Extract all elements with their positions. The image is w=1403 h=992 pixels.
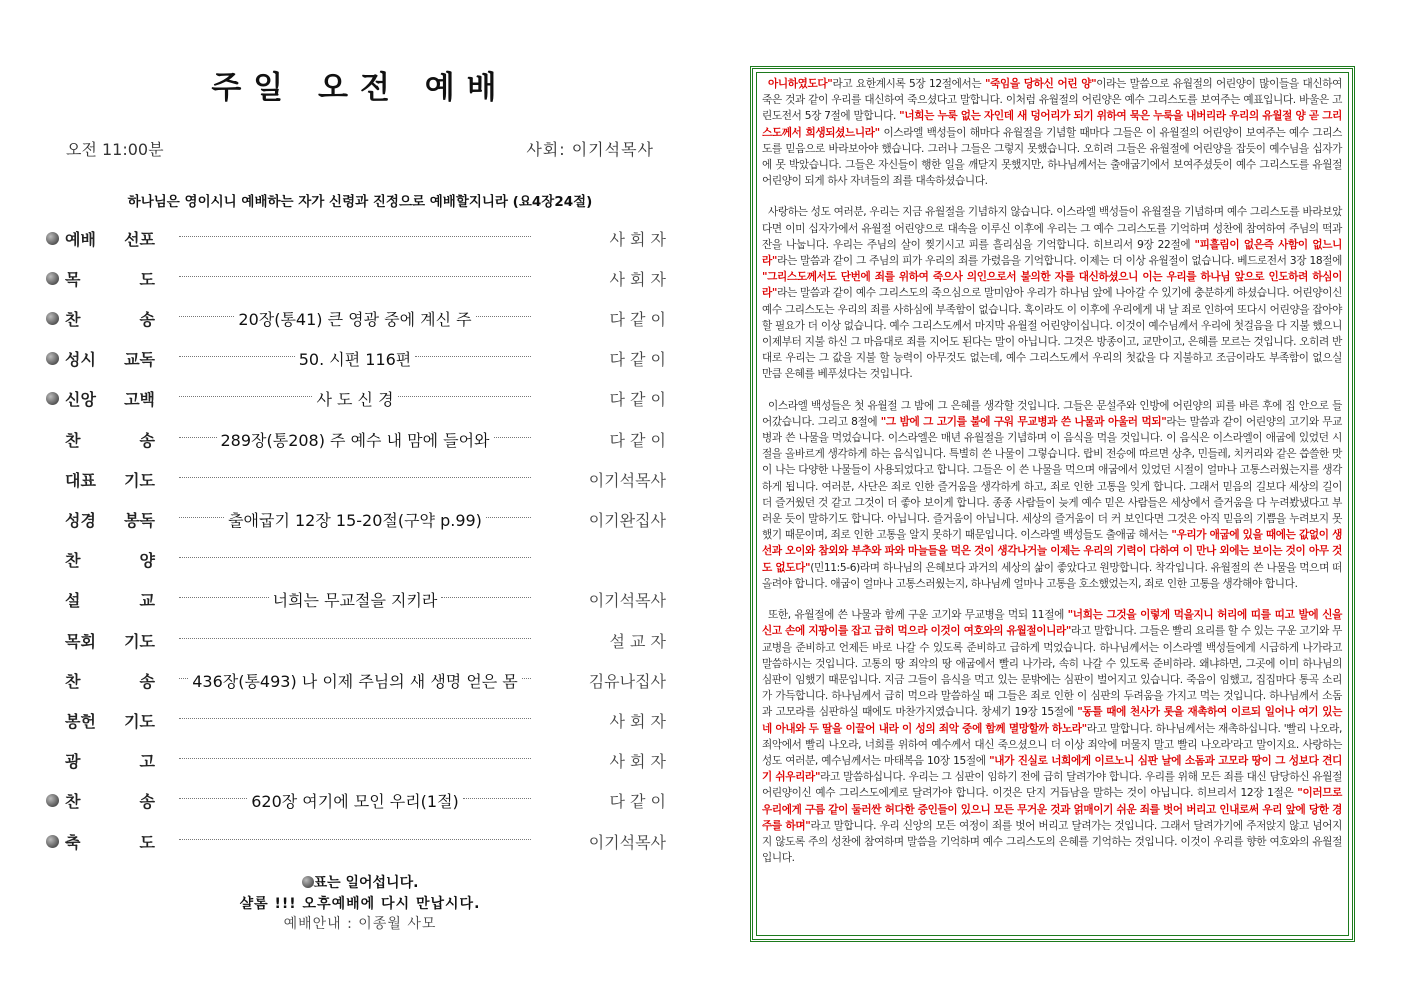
order-row xyxy=(46,343,666,375)
order-item-word: 봉헌 xyxy=(65,711,96,731)
order-item-label xyxy=(65,508,175,531)
order-item-label xyxy=(65,307,175,330)
order-item-word: 도 xyxy=(139,832,155,852)
leader-dots xyxy=(179,678,188,679)
scripture-quote: "이러므로 우리에게 구름 같이 둘러싼 허다한 증인들이 있으니 모든 무거운 것과 얽매이기 쉬운 죄를 벗어 버리고 인내로써 우리 앞에 당한 경주를 하며" xyxy=(762,787,1342,832)
order-item-word: 선포 xyxy=(124,229,155,249)
bulletin-page xyxy=(40,0,680,992)
order-leader: 다 같 이 xyxy=(609,309,666,329)
order-detail-text: 20장(통41) 큰 영광 중에 계신 주 xyxy=(238,309,472,329)
order-leader: 이기석목사 xyxy=(588,832,666,852)
order-item-label xyxy=(65,789,175,812)
order-detail xyxy=(175,720,535,721)
service-time: 오전 11:00분 xyxy=(66,140,164,159)
order-detail xyxy=(175,278,535,279)
worship-guide: 예배안내 : 이종월 사모 xyxy=(283,916,437,932)
order-item-label xyxy=(65,588,175,611)
standing-bullet-icon xyxy=(46,312,59,325)
order-item-word: 찬 xyxy=(65,551,81,571)
order-leader: 사 회 자 xyxy=(609,711,666,731)
leader-dots xyxy=(179,477,531,478)
order-detail xyxy=(175,479,535,480)
order-item-word: 광 xyxy=(65,752,81,772)
scripture-quote: "그리스도께서도 단번에 죄를 위하여 죽으사 의인으로서 불의한 자를 대신하셨으니 이는 우리를 하나님 앞으로 인도하려 하심이라" xyxy=(762,271,1342,300)
order-row xyxy=(46,302,666,334)
leader-dots xyxy=(179,236,531,237)
order-item-label xyxy=(65,669,175,692)
standing-bullet-icon xyxy=(46,352,59,365)
order-row xyxy=(46,383,666,415)
order-item-word: 예배 xyxy=(65,229,96,249)
order-item-label xyxy=(65,267,175,290)
sermon-text-run: 이스라엘 백성들은 첫 유월절 그 밤에 그 은혜를 생각할 것입니다. 그들은 문설주와 인방에 어린양의 피를 바른 후에 집 안으로 들어갔습니다. 그리고 8절에 xyxy=(762,399,1342,428)
order-detail xyxy=(175,428,535,451)
sermon-paragraph xyxy=(762,607,1342,866)
order-item-label xyxy=(65,629,175,652)
sermon-text-run: 라고 말씀하십니다. 우리는 그 심판이 임하기 전에 급히 달려가야 합니다. 우리를 위해 모든 죄를 대신 담당하신 유월절 어린양이신 예수 그리스도에게로 달려가야 합니다. 이것은 단지 거듭남을 말하는 것이 아닙니다. 히브리서 12장 1절은 xyxy=(762,771,1342,800)
leader-dots xyxy=(179,638,531,639)
order-item-label xyxy=(65,749,175,772)
order-detail xyxy=(175,238,535,239)
leader-dots xyxy=(486,517,531,518)
order-item-word: 송 xyxy=(139,430,155,450)
leader-dots xyxy=(179,356,295,357)
order-row xyxy=(46,745,666,777)
sermon-panel xyxy=(750,66,1355,942)
presider: 사회: 이기석목사 xyxy=(526,140,654,159)
standing-bullet-icon xyxy=(46,272,59,285)
order-item-label xyxy=(65,428,175,451)
order-item-label xyxy=(65,830,175,853)
order-row xyxy=(46,423,666,455)
leader-dots xyxy=(179,396,312,397)
order-detail xyxy=(175,347,535,370)
order-detail-text: 너희는 무교절을 지키라 xyxy=(272,591,438,611)
order-leader: 김유나집사 xyxy=(588,671,666,691)
order-leader: 설 교 자 xyxy=(609,631,666,651)
order-item-word: 찬 xyxy=(65,430,81,450)
order-item-word: 설 xyxy=(65,591,81,611)
scripture-quote: "죽임을 당하신 어린 양" xyxy=(984,78,1097,90)
order-item-word: 찬 xyxy=(65,671,81,691)
order-leader: 다 같 이 xyxy=(609,792,666,812)
order-item-word: 성경 xyxy=(65,510,96,530)
order-leader: 이기완집사 xyxy=(588,510,666,530)
standing-bullet-icon xyxy=(46,835,59,848)
order-leader: 이기석목사 xyxy=(588,470,666,490)
leader-dots xyxy=(179,839,531,840)
order-item-label xyxy=(65,548,175,571)
order-row xyxy=(46,544,666,576)
leader-dots xyxy=(179,798,247,799)
sermon-text-run: 라는 말씀과 같이 그 주님의 피가 우리의 죄를 가렸음을 기억합니다. 이제는 더 이상 유월절이 없습니다. 베드로전서 3장 18절에 xyxy=(777,255,1342,268)
order-row xyxy=(46,262,666,294)
order-detail xyxy=(175,508,535,531)
leader-dots xyxy=(476,316,531,317)
sermon-text-run: 라고 말합니다. 하나님께서는 재촉하십니다. '빨리 나오라, 죄악에서 빨리 나오라, 너희를 위하여 예수께서 대신 죽으셨으니 더 이상 죄악에 머물지 말고 빨리 나오라'라고 말이지요. 사랑하는 성도 여러분, 예수님께서는 마태복음 10장 15절에 xyxy=(762,722,1342,767)
leader-dots xyxy=(463,798,531,799)
standing-bullet-icon xyxy=(46,392,59,405)
leader-dots xyxy=(179,557,531,558)
leader-dots xyxy=(179,276,531,277)
order-item-label xyxy=(65,227,175,250)
sermon-text-run: 라고 말합니다. 그들은 빨리 요리를 할 수 있는 구운 고기와 무교병을 준비하고 언제든 바로 나갈 수 있도록 준비하고 급하게 먹었습니다. 하나님께서는 이스라엘 백성들에게 시급하게 나가라고 말씀하시는 것입니다. 고통의 땅 죄악의 땅 애굽에서 빨리 나가라, 속히 나갈 수 있도록 준비하라. 왜냐하면, 그곳에 이미 하나님의 심판이 임했기 때문입니다. 지금 그들이 음식을 먹고 있는 문밖에는 심판이 벌어지고 있습니다. 죽음이 임했고, 집집마다 통곡 소리가 가득합니다. 하나님께서 급히 먹으라 말씀하실 때 그들은 죄로 인한 이 심판의 두려움을 가지고 먹는 것입니다. 하나님께서 소돔과 고모라를 심판하실 때에도 마찬가지였습니다. 창세기 19장 15절에 xyxy=(762,625,1342,719)
order-detail xyxy=(175,387,535,410)
order-row xyxy=(46,584,666,616)
order-item-word: 고백 xyxy=(124,390,155,410)
order-detail-text: 출애굽기 12장 15-20절(구약 p.99) xyxy=(228,510,482,530)
sermon-paragraph xyxy=(762,76,1342,189)
scripture-quote: "피흘림이 없은즉 사함이 없느니라" xyxy=(762,238,1342,268)
order-detail xyxy=(175,760,535,761)
order-item-word: 축 xyxy=(65,832,81,852)
leader-dots xyxy=(179,597,269,598)
order-item-word: 교 xyxy=(139,591,155,611)
order-item-word: 대표 xyxy=(65,470,96,490)
leader-dots xyxy=(494,437,532,438)
order-row xyxy=(46,624,666,656)
leader-dots xyxy=(522,678,531,679)
sermon-text-run: 이스라엘 백성들이 해마다 유월절을 기념할 때마다 그들은 이 유월절의 어린양이 보여주는 예수 그리스도를 믿음으로 바라보아야 했습니다. 그러나 그들은 그렇지 못했습니다. 오히려 그들은 유월절에 어린양을 잡듯이 예수님을 십자가에 못 박았습니다. 그들은 자신들이 행한 일을 깨닫지 못했지만, 하나님께서는 출애굽기에서 보여주셨듯이 예수 그리스도를 유월절 어린양이 되게 하사 자녀들의 죄를 대속하셨습니다. xyxy=(762,126,1342,188)
order-detail xyxy=(175,841,535,842)
order-leader: 다 같 이 xyxy=(609,390,666,410)
sermon-paragraph xyxy=(762,204,1342,382)
order-item-word: 송 xyxy=(139,671,155,691)
order-detail-text: 사 도 신 경 xyxy=(316,390,394,410)
order-detail xyxy=(175,559,535,560)
order-leader: 사 회 자 xyxy=(609,229,666,249)
leader-dots xyxy=(179,316,234,317)
order-detail-text: 436장(통493) 나 이제 주님의 새 생명 얻은 몸 xyxy=(192,671,518,691)
order-item-word: 송 xyxy=(139,309,155,329)
page-title: 주일 오전 예배 xyxy=(211,70,509,106)
order-item-word: 기도 xyxy=(124,711,155,731)
standing-bullet-icon xyxy=(46,794,59,807)
order-item-label xyxy=(65,387,175,410)
order-item-word: 목회 xyxy=(65,631,96,651)
order-detail xyxy=(175,789,535,812)
leader-dots xyxy=(179,437,217,438)
order-leader: 다 같 이 xyxy=(609,430,666,450)
order-detail xyxy=(175,669,535,692)
scripture-quote: "너희는 누룩 없는 자인데 새 덩어리가 되기 위하여 묵은 누룩을 내버리라 우리의 유월절 양 곧 그리스도께서 희생되셨느니라" xyxy=(762,110,1342,139)
order-detail xyxy=(175,588,535,611)
order-row xyxy=(46,503,666,535)
sermon-text-run: 라는 말씀과 같이 예수 그리스도의 죽으심으로 말미암아 우리가 하나님 앞에 나아갈 수 있기에 충분하게 하셨습니다. 어린양이신 예수 그리스도는 우리의 죄를 사하심에 부족함이 없습니다. 혹이라도 이 이후에 우리에게 내 날 죄로 인하여 또다시 어린양을 잡아야 할 필요가 더 이상 없습니다. 예수 그리스도께서 마지막 유월절 어린양이십니다. 이것이 예수님께서 우리에 첫걸음을 다 지불 했으니 이제부터 지불 하신 그 마음대로 죄를 지어도 된다는 말이 아닙니다. 그것은 방종이고, 교만이고, 은혜를 모르는 것입니다. 오히려 반대로 우리는 그 값을 지불 할 능력이 아무것도 없는데, 예수 그리스도께서 우리의 첫값을 다 지불하고 조금이라도 부족함이 없으실 만큼 은혜를 베푸셨다는 것입니다. xyxy=(762,287,1342,381)
order-leader: 이기석목사 xyxy=(588,591,666,611)
sermon-text-run: 이라는 말씀으로 유월절의 어린양이 많이들을 대신하여 죽은 것과 같이 우리를 대신하여 죽으셨다고 말합니다. 이처럼 유월절의 어린양은 예수 그리스도를 보여주는 예표입니다. 바울은 고린도전서 5장 7절에 말합니다. xyxy=(762,78,1342,123)
scripture-quote: "내가 진실로 너희에게 이르노니 심판 날에 소돔과 고모라 땅이 그 성보다 견디기 쉬우리라" xyxy=(762,754,1342,784)
order-item-word: 봉독 xyxy=(124,510,155,530)
leader-dots xyxy=(415,356,531,357)
order-row xyxy=(46,704,666,736)
scripture-quote: "너희는 그것을 이렇게 먹을지니 허리에 띠를 띠고 발에 신을 신고 손에 지팡이를 잡고 급히 먹으라 이것이 여호와의 유월절이니라" xyxy=(762,609,1342,638)
closing-greeting: 샬롬 !!! 오후예배에 다시 만납시다. xyxy=(239,896,481,912)
bullet-icon xyxy=(302,876,314,888)
order-item-word: 고 xyxy=(139,752,155,772)
order-row xyxy=(46,222,666,254)
order-row xyxy=(46,785,666,817)
order-leader: 사 회 자 xyxy=(609,752,666,772)
leader-dots xyxy=(398,396,531,397)
order-item-word: 신앙 xyxy=(65,390,96,410)
order-item-word: 찬 xyxy=(65,792,81,812)
order-item-word: 목 xyxy=(65,269,81,289)
order-row xyxy=(46,463,666,495)
order-detail xyxy=(175,640,535,641)
order-item-word: 도 xyxy=(139,269,155,289)
order-row xyxy=(46,825,666,857)
order-row xyxy=(46,664,666,696)
sermon-text-run: 라고 말합니다. 우리 신앙의 모든 여정이 죄를 벗어 버리고 달려가는 것입니다. 그래서 달려가기에 주저앉지 않고 넘어지지 않도록 주의 성찬에 참여하며 말씀을 기억하며 예수 그리스도의 은혜를 기억하는 것입니다. 이것이 우리를 향한 여호와의 유월절입니다. xyxy=(762,819,1342,865)
order-item-word: 양 xyxy=(139,551,155,571)
order-item-word: 교독 xyxy=(124,350,155,370)
order-item-label xyxy=(65,468,175,491)
scripture-quote: "그 밤에 그 고기를 불에 구워 무교병과 쓴 나물과 아울러 먹되" xyxy=(880,415,1167,428)
sermon-paragraph xyxy=(762,398,1342,592)
theme-verse: 하나님은 영이시니 예배하는 자가 신령과 진정으로 예배할지니라 (요4장24절) xyxy=(127,194,593,210)
order-detail-text: 620장 여기에 모인 우리(1절) xyxy=(251,792,459,812)
sermon-text-run: 라고 요한계시록 5장 12절에서는 xyxy=(832,78,985,90)
order-item-label xyxy=(65,347,175,370)
standing-bullet-icon xyxy=(46,232,59,245)
scripture-quote: "동틀 때에 천사가 롯을 재촉하여 이르되 일어나 여기 있는 네 아내와 두 딸을 이끌어 내라 이 성의 죄악 중에 함께 멸망할까 하노라" xyxy=(762,706,1342,735)
order-leader: 다 같 이 xyxy=(609,350,666,370)
order-detail-text: 289장(통208) 주 예수 내 맘에 들어와 xyxy=(220,430,490,450)
order-detail xyxy=(175,307,535,330)
order-item-word: 찬 xyxy=(65,309,81,329)
order-item-word: 기도 xyxy=(124,631,155,651)
scripture-quote: "우리가 애굽에 있을 때에는 값없이 생선과 오이와 참외와 부추와 파와 마늘들을 먹은 것이 생각나거늘 이제는 우리의 기력이 다하여 이 만나 외에는 보이는 것이 아무 것도 없도다" xyxy=(762,529,1342,574)
order-item-word: 기도 xyxy=(124,470,155,490)
leader-dots xyxy=(441,597,531,598)
scripture-quote: 아니하였도다" xyxy=(768,78,833,90)
standing-note: 표는 일어섭니다. xyxy=(40,872,680,892)
order-item-word: 송 xyxy=(139,792,155,812)
leader-dots xyxy=(179,517,224,518)
sermon-text xyxy=(762,76,1342,881)
sermon-text-run: 사랑하는 성도 여러분, 우리는 지금 유월절을 기념하지 않습니다. 이스라엘 백성들이 유월절을 기념하며 예수 그리스도를 바라보았다면 이미 십자가에서 유월절 어린양으로 대속을 이루신 이후에 우리는 그 예수 그리스도를 기억하며 성찬에 참여하여 주님의 떡과 잔을 나눕니다. 우리는 주님의 살이 찢기시고 피를 흘리심을 기억합니다. 히브리서 9장 22절에 xyxy=(762,206,1342,251)
leader-dots xyxy=(179,758,531,759)
order-leader: 사 회 자 xyxy=(609,269,666,289)
sermon-text-run: 또한, 유월절에 쓴 나물과 함께 구운 고기와 무교병을 먹되 11절에 xyxy=(768,609,1068,622)
order-item-word: 성시 xyxy=(65,350,96,370)
sermon-text-run: (민11:5-6)라며 하나님의 은혜보다 과거의 세상의 삶이 좋았다고 원망합니다. 착각입니다. 유월절의 쓴 나물을 먹으며 떠올려야 합니다. 애굽이 얼마나 고통스러웠는지, 하나님께 얼마나 고통을 호소했었는지, 죄로 인한 고통을 생각해야 합니다. xyxy=(762,561,1342,590)
leader-dots xyxy=(179,718,531,719)
sermon-text-run: 라는 말씀과 같이 어린양의 고기와 무교병과 쓴 나물을 먹었습니다. 이스라엘은 매년 유월절을 기념하며 이 음식을 먹을 것입니다. 이 음식은 이스라엘이 애굽에 있었던 시절을 올바르게 생각하게 하는 음식입니다. 특별히 쓴 나물이 그렇습니다. 랍비 전승에 따르면 상추, 민들레, 치커리와 같은 씁쓸한 맛이 나는 다양한 나물들이 사용되었다고 합니다. 그들은 이 쓴 나물을 먹으며 애굽에서 있었던 시절이 얼마나 고통스러웠는지를 생각하게 됩니다. 여러분, 사단은 죄로 인한 즐거움을 생각하게 하고, 죄로 인한 고통을 잊게 합니다. 그래서 믿음의 길보다 세상의 길이 더 즐거웠던 것 같고 그것이 더 좋아 보이게 합니다. 종종 사람들이 늦게 예수 믿은 사람들은 세상에서 즐거움을 다 누려봤냈다고 부러운 듯이 말하기도 합니다. 아닙니다. 즐거움이 아닙니다. 세상의 즐거움이 더 커 보인다면 그것은 아직 믿음의 기쁨을 누려보지 못했기 때문이며, 죄로 인한 고통을 알지 못하기 때문입니다. 이스라엘 백성들도 출애굽 해서는 xyxy=(762,415,1342,542)
order-detail-text: 50. 시편 116편 xyxy=(298,350,412,370)
order-item-label xyxy=(65,709,175,732)
